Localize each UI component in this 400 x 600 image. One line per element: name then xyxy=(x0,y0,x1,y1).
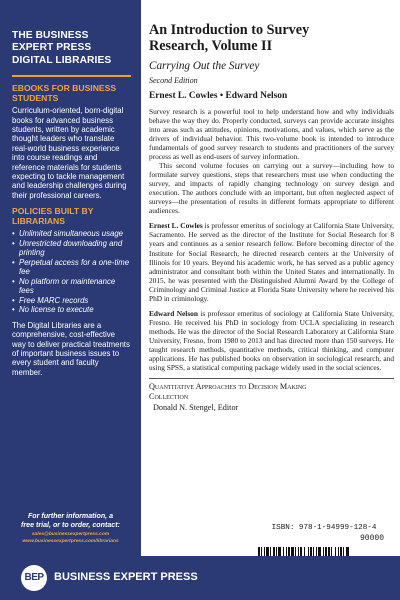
contact-email: sales@businessexpertpress.com xyxy=(31,531,110,537)
ebooks-heading: EBOOKS FOR BUSINESS STUDENTS xyxy=(12,83,117,104)
description-paragraph-2: This second volume focuses on carrying out a survey—including how to formulate survey questions, steps that researchers must use when conducting the survey, and impacts of rapidly changing technology on survey design and execution. The authors conclude with an important, but often neglected aspect of surveys—the presentation of results in different formats appropriate to different audiences. xyxy=(149,161,394,216)
sidebar-contact xyxy=(0,512,141,545)
title-line-1: An Introduction to Survey xyxy=(149,22,310,38)
bio-text: is professor emeritus of sociology at California State University, Sacramento. He served as the director of the Institute for Social Research for 8 years and continues as a senior research fellow. Before becoming director of the Institute for Social Research, he directed research centers at the University of Illinois for 10 years. Beyond his academic work, he has served as a public agency administrator and consultant both within the United States and internationally. In 2015, he was presented with the Distinguished Alumni Award by the College of Criminology and Criminal Justice at Florida State University where he received his PhD in criminology. xyxy=(149,221,394,303)
ebooks-description: Curriculum-oriented, born-digital books for advanced business students, written by academic thought leaders who translate real-world business experience into course readings and reference materials for students expecting to tackle management and leadership challenges during their professional careers. xyxy=(12,106,127,200)
policy-item: • Perpetual access for a one-time fee xyxy=(12,258,131,277)
series-title xyxy=(149,382,394,401)
book-edition: Second Edition xyxy=(149,75,198,85)
contact-url: www.businessexpertpress.com/librarians xyxy=(22,538,119,544)
policy-item: • No license to execute xyxy=(12,305,131,315)
sidebar-divider xyxy=(12,75,131,77)
description-paragraph-1: Survey research is a powerful tool to help understand how and why individuals behave the way they do. Properly conducted, surveys can provide accurate insights into areas such as attitudes, opinions, motivations, and values, which serve as the drivers of individual behavior. This two-volume book is intended to introduce fundamentals of good survey research to students and practitioners of the survey process as well as end-users of survey information. xyxy=(149,106,394,162)
policies-list xyxy=(12,229,131,315)
bio-text: is professor emeritus of sociology at California State University, Fresno. He received his PhD in sociology from UCLA specializing in research methods. He was the director of the Social Research Laboratory at California State University, Fresno, from 1980 to 2013 and has directed more than 150 surveys. He taught research methods, quantitative methods, critical thinking, and computer applications. He has published books on observation in sociological research, and using SPSS, a statistical computing package widely used in the social sciences. xyxy=(149,308,394,373)
author-bio-nelson xyxy=(149,309,394,372)
book-subtitle: Carrying Out the Survey xyxy=(149,59,260,72)
sidebar-header: THE BUSINESS EXPERT PRESS DIGITAL LIBRARIES xyxy=(12,30,112,66)
isbn-label: ISBN: 978-1-94999-128-4 xyxy=(271,524,377,532)
contact-line-1: For further information, a xyxy=(27,512,114,520)
title-line-2: Research, Volume II xyxy=(149,38,273,55)
policy-item: • No platform or maintenance fees xyxy=(12,277,131,296)
book-authors: Ernest L. Cowles • Edward Nelson xyxy=(149,90,288,101)
series-title-line-1: Quantitative Approaches to Decision Making xyxy=(149,382,307,392)
policy-item: • Unlimited simultaneous usage xyxy=(12,229,131,239)
publisher-logo: BEP xyxy=(21,565,47,591)
series-divider xyxy=(149,378,394,379)
policy-item: • Unrestricted downloading and printing xyxy=(12,239,131,258)
policies-heading: POLICIES BUILT BY LIBRARIANS xyxy=(12,206,94,227)
contact-line-2: free trial, or to order, contact: xyxy=(21,521,120,530)
policy-item: • Free MARC records xyxy=(12,296,131,306)
bio-author-name: Edward Nelson xyxy=(149,308,198,318)
digital-libraries-description: The Digital Libraries are a comprehensive, cost-effective way to deliver practical treatments of important business issues to every student and faculty member. xyxy=(12,320,130,377)
publisher-name: BUSINESS EXPERT PRESS xyxy=(54,571,198,583)
series-title-line-2: Collection xyxy=(149,391,189,401)
bio-author-name: Ernest L. Cowles xyxy=(149,221,203,231)
back-cover-content xyxy=(149,22,394,412)
series-editor: Donald N. Stengel, Editor xyxy=(153,403,239,413)
library-sidebar xyxy=(0,0,141,600)
book-title xyxy=(149,22,394,55)
price-code: 90000 xyxy=(360,534,385,543)
author-bio-cowles xyxy=(149,221,394,302)
